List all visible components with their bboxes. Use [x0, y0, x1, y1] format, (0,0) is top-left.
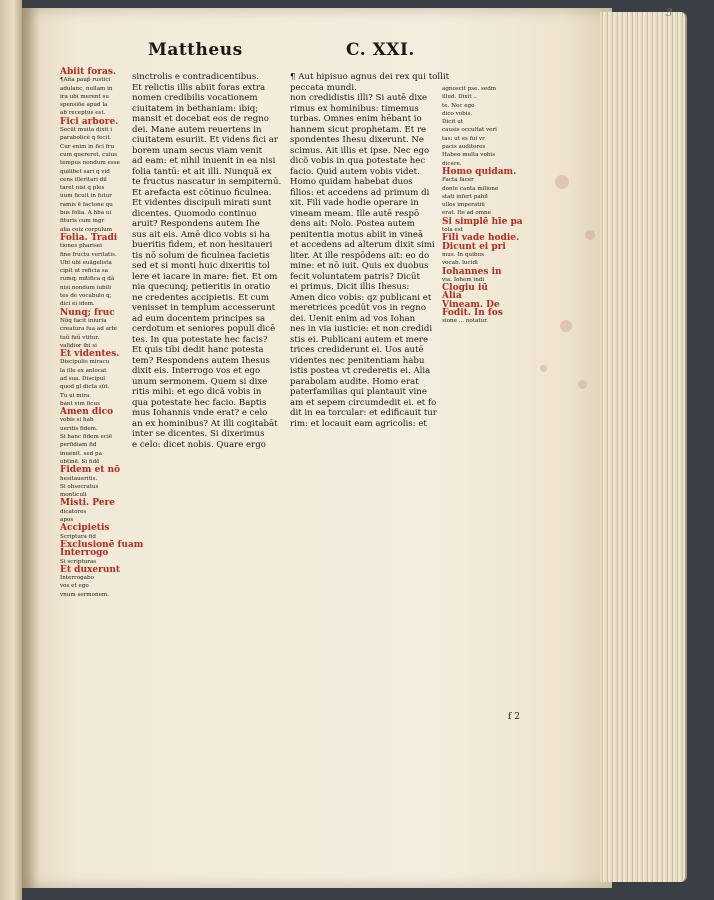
text-line: nomen credibilis vocationem	[132, 93, 258, 103]
text-line: vobis si hab	[60, 417, 94, 424]
running-head-right: C. XXI.	[346, 40, 415, 60]
text-line: Iohannes in	[442, 266, 502, 277]
text-line: Si simplē hīe pa	[442, 216, 523, 227]
text-line: inter se dicentes. Si dixerimus	[132, 429, 265, 439]
text-line: tis nō solum de ficulnea facietis	[132, 250, 270, 261]
text-line: aruit? Respondens autem Ihe	[132, 219, 260, 229]
text-line: erat. Ite ad omne	[442, 210, 491, 217]
text-line: la ille ex anlocat	[60, 367, 107, 374]
text-line: liter. At ille respōdens ait: eo do	[290, 250, 430, 261]
text-line: cerdotum et seniores populi dicē	[132, 324, 276, 334]
text-line: uum ficuit in futur	[60, 193, 112, 200]
text-line: Fidem et nō	[60, 465, 121, 476]
text-line: Interrogo	[60, 548, 109, 559]
text-line: unum sermonem. Quem si dixe	[132, 376, 268, 387]
text-line: bus folia. A hba ui	[60, 210, 112, 217]
text-line: validior ibi si	[60, 342, 97, 349]
text-line: Fili vade hodie.	[442, 233, 520, 244]
text-line: an ex hominibus? At illi cogitabāt	[132, 418, 278, 429]
text-line: Homo quidam habebat duos	[290, 177, 413, 187]
text-line: facio. Quid autem vobis videt.	[290, 166, 420, 177]
text-line: fituris cum ingr	[60, 218, 105, 225]
text-line: cum quereret, cuius	[60, 151, 118, 158]
text-column-left	[132, 72, 282, 450]
text-line: folia tantū: et ait illi. Nunquã ex	[132, 166, 272, 177]
text-line: monticuli	[60, 492, 87, 499]
text-line: Misti. Pere	[60, 498, 116, 509]
text-line: Ubi ubi euāgelista	[60, 259, 112, 266]
text-line: paterfamilias qui plantauit vine	[290, 387, 427, 397]
text-line: te fructus nascatur in sempiternū.	[132, 177, 282, 187]
text-line: mine: et nō iuit. Quis ex duobus	[290, 261, 429, 271]
text-line: donte canta milione	[442, 185, 499, 192]
text-line: Si hanc fidem eciē	[60, 434, 113, 441]
text-line: ad sua. Discipul	[60, 375, 106, 382]
page-edges	[600, 12, 687, 882]
text-line: Secūt muita dixit i	[60, 127, 113, 134]
text-line: videntes nec penitentiam habu	[290, 355, 425, 366]
text-line: ritis mihi: et ego dicã vobis in	[132, 387, 262, 397]
text-line: dei. Uenit enim ad vos Iohan	[290, 313, 416, 324]
signature-mark: f 2	[508, 712, 520, 722]
text-line: tem? Respondens autem Ihesus	[132, 355, 270, 366]
text-line: ciuitatem esuriit. Et videns fici ar	[132, 135, 278, 145]
text-line: peccata mundi.	[290, 82, 357, 93]
text-line: adulanc, nullam in	[60, 85, 113, 92]
text-line: cens illeritari dil	[60, 176, 107, 183]
text-line: dicatores	[60, 508, 87, 515]
text-line: hesitaueritis.	[60, 475, 98, 482]
text-line: quilibet sari q vid	[60, 168, 110, 175]
text-line: ira ubi merent su	[60, 93, 110, 100]
text-line: tempus nondum esse	[60, 160, 120, 167]
text-line: Si obsecratus	[60, 483, 99, 490]
text-line: tola est	[442, 227, 463, 234]
text-line: sione ... notatur.	[442, 318, 489, 325]
stain	[578, 380, 587, 389]
text-line: Dicit ut	[442, 119, 464, 126]
text-line: ab receptus est.	[60, 110, 106, 117]
text-line: apos	[60, 517, 74, 524]
text-line: tuũ fuũ vtitur.	[60, 334, 100, 341]
text-line: tas: ut es fui vr	[442, 135, 485, 142]
text-line: causis occultat veri	[442, 127, 497, 134]
text-line: dici ei idem.	[60, 301, 95, 308]
text-line: Accipietis	[60, 523, 110, 534]
text-line: dens ait: Nolo. Postea autem	[290, 219, 415, 229]
text-line: ei primus. Dicit illis Ihesus:	[290, 282, 410, 292]
text-line: qua potestate hec facio. Baptis	[132, 397, 267, 408]
text-line: ciuitatem in bethaniam: ibiq;	[132, 103, 259, 114]
text-line: mus. In quibus	[442, 251, 484, 258]
text-line: spondentes Ihesu dixerunt. Ne	[290, 135, 424, 145]
text-line: taret nisi q ples	[60, 185, 105, 192]
text-line: illud. Dixit ..	[442, 94, 477, 101]
text-line: ad eam: et nihil inuenit in ea nisi	[132, 156, 276, 166]
text-line: te. Nec ego	[442, 102, 475, 109]
text-line: trices crediderunt ei. Uos autē	[290, 345, 424, 355]
text-line: ¶ Aut hipisuo agnus dei rex qui tollit	[290, 72, 450, 82]
text-line: inuenit. sed pa	[60, 450, 102, 457]
text-line: et accedens ad alterum dixit simi	[290, 240, 435, 250]
text-line: rim: et locauit eam agricolis: et	[290, 418, 427, 429]
running-head-left: Mattheus	[148, 40, 243, 60]
text-line: Exclusionē fuam	[60, 539, 144, 550]
text-line: Amen dico	[60, 407, 114, 418]
text-line: sus ait eis. Amē dico vobis si ha	[132, 229, 270, 240]
text-line: Alia	[442, 291, 462, 302]
text-line: tes. In qua potestate hec facis?	[132, 334, 268, 345]
text-line: parabolam audite. Homo erat	[290, 376, 419, 387]
text-line: stis ei. Publicani autem et mere	[290, 334, 429, 345]
text-line: mansit et docebat eos de regno	[132, 114, 269, 124]
text-line: venisset in templum accesserunt	[132, 303, 276, 313]
text-line: cipit ut reficia sa	[60, 268, 108, 275]
text-line: sinctrolis e contradicentibus.	[132, 72, 259, 82]
text-line: dit in ea torcular: et edificauit tur	[290, 408, 437, 418]
text-line: vocab. lucidi	[442, 260, 478, 267]
text-line: Clogiu iū	[442, 283, 488, 294]
text-line: tes de vocabulo q;	[60, 293, 112, 300]
text-line: hannem sicut prophetam. Et re	[290, 124, 427, 135]
text-line: dico vobis.	[442, 110, 473, 117]
text-line: pacis auditores	[442, 144, 486, 151]
text-line: ullos imperatiū	[442, 202, 485, 209]
text-line: lere et iacare in mare: fiet. Et om	[132, 271, 278, 282]
text-line: Cur enim in fici fru	[60, 143, 115, 150]
text-line: vos et ego	[60, 583, 89, 590]
text-line: Amen dico vobis: qz publicani et	[290, 292, 432, 303]
text-line: Homo quidam.	[442, 166, 517, 177]
text-line: dicentes. Quomodo continuo	[132, 208, 257, 219]
text-line: bant vim ficus	[60, 400, 100, 407]
text-line: spensiōe apud la	[60, 102, 108, 109]
text-line: stati infert pabil	[442, 193, 488, 200]
text-line: sed et si monti huic dixeritis tol	[132, 261, 270, 271]
text-line: Et relictis illis abiit foras extra	[132, 82, 266, 93]
text-line: alia ceiz corpulum	[60, 226, 113, 233]
text-line: Et duxerunt	[60, 564, 121, 575]
text-line: meretrices pcedūt vos in regno	[290, 303, 426, 313]
text-line: nes in via iusticie: et non credidi	[290, 324, 433, 334]
text-line: scimus. Ait illis et ipse. Nec ego	[290, 145, 430, 156]
text-line: dei. Mane autem reuertens in	[132, 124, 262, 135]
text-line: Discipulis miracu	[60, 359, 110, 366]
text-line: ne credentes accipietis. Et cum	[132, 292, 270, 303]
text-line: Folia. Tradi	[60, 232, 118, 243]
text-line: bueritis fidem, et non hesitaueri	[132, 240, 273, 250]
text-line: vnum sermonem.	[60, 591, 109, 598]
text-line: Vineam. De	[442, 299, 500, 310]
text-line: nia quecunq; petieritis in oratio	[132, 282, 271, 292]
text-line: borem unam secus viam venit	[132, 145, 263, 156]
text-line: am et sepem circumdedit ei. et fo	[290, 397, 437, 408]
text-line: dicere.	[442, 160, 462, 167]
left-page-edge	[0, 0, 22, 900]
text-line: istis postea vt crederetis ei. Alia	[290, 366, 431, 376]
text-line: ad eum docentem principes sa	[132, 313, 266, 324]
text-line: fine fructu veritatis.	[60, 251, 117, 258]
text-line: tiones pharisei	[60, 243, 102, 250]
text-line: filios: et accedens ad primum di	[290, 187, 430, 198]
text-line: rumq; mitifica q dã	[60, 276, 115, 283]
text-line: Et videntes discipuli mirati sunt	[132, 198, 272, 208]
text-line: Et arefacta est cōtinuo ficulnea.	[132, 187, 272, 198]
text-line: Scriptura fid	[60, 533, 96, 540]
text-line: Habeo multa vobis	[442, 152, 496, 159]
folio-number: 3	[666, 8, 673, 19]
text-line: Abiit foras.	[60, 67, 117, 77]
text-line: non credidistis illi? Si autē dixe	[290, 93, 428, 103]
stain	[555, 175, 569, 189]
text-line: perfidiam fid	[60, 442, 97, 449]
text-line: dicõ vobis in qua potestate hec	[290, 156, 426, 166]
text-line: quod gl dicta sūt.	[60, 384, 110, 391]
text-line: ueritis fidem.	[60, 425, 98, 432]
text-line: Facta facer	[442, 177, 474, 184]
stain	[560, 320, 572, 332]
text-line: Dicunt ei pri	[442, 241, 506, 252]
text-line: Nõq facit iniuria	[60, 317, 107, 324]
text-line: obtinē. Si fidē	[60, 458, 100, 465]
text-line: mus Iohannis vnde erat? e celo	[132, 408, 268, 418]
text-line: ¶Aña paup̃ rustici	[60, 77, 111, 84]
text-line: fecit voluntatem patris? Dicūt	[290, 271, 420, 282]
text-line: penitentia motus abiit in vineā	[290, 229, 424, 240]
gloss-column-left	[60, 67, 144, 599]
text-line: Fici arbore.	[60, 116, 119, 127]
text-line: agnoscit pse. sedm	[442, 86, 497, 92]
text-line: dixit eis. Interrogo vos et ego	[132, 366, 261, 376]
stain	[585, 230, 595, 240]
text-line: Et videntes.	[60, 349, 120, 360]
text-line: Interrogabo	[60, 575, 94, 582]
text-column-right	[290, 72, 450, 429]
text-line: Tu ui mira	[60, 392, 90, 399]
text-line: rimus ex hominibus: timemus	[290, 103, 419, 114]
text-line: nisi nondum iubili	[60, 284, 112, 291]
text-line: Et quis tibi dedit hanc potesta	[132, 345, 264, 355]
text-line: Si scripturas	[60, 558, 97, 565]
text-line: ramis ē factone qu	[60, 201, 113, 208]
stain	[540, 365, 547, 372]
text-line: xit. Fili vade hodie operare in	[290, 198, 419, 208]
text-line: vineam meam. Ille autē respō	[290, 208, 420, 219]
text-line: Fodit. In fos	[442, 308, 503, 319]
text-line: e celo: dicet nobis. Quare ergo	[132, 439, 266, 450]
text-line: turbas. Omnes enim hēbant io	[290, 114, 422, 124]
text-line: creatura fua ad arbi	[60, 326, 117, 333]
gloss-column-right	[442, 85, 523, 326]
text-line: parabolicè q fecit.	[60, 135, 112, 142]
text-line: Nunq; fruc	[60, 307, 115, 318]
text-line: via. Iohem indi	[442, 276, 485, 283]
